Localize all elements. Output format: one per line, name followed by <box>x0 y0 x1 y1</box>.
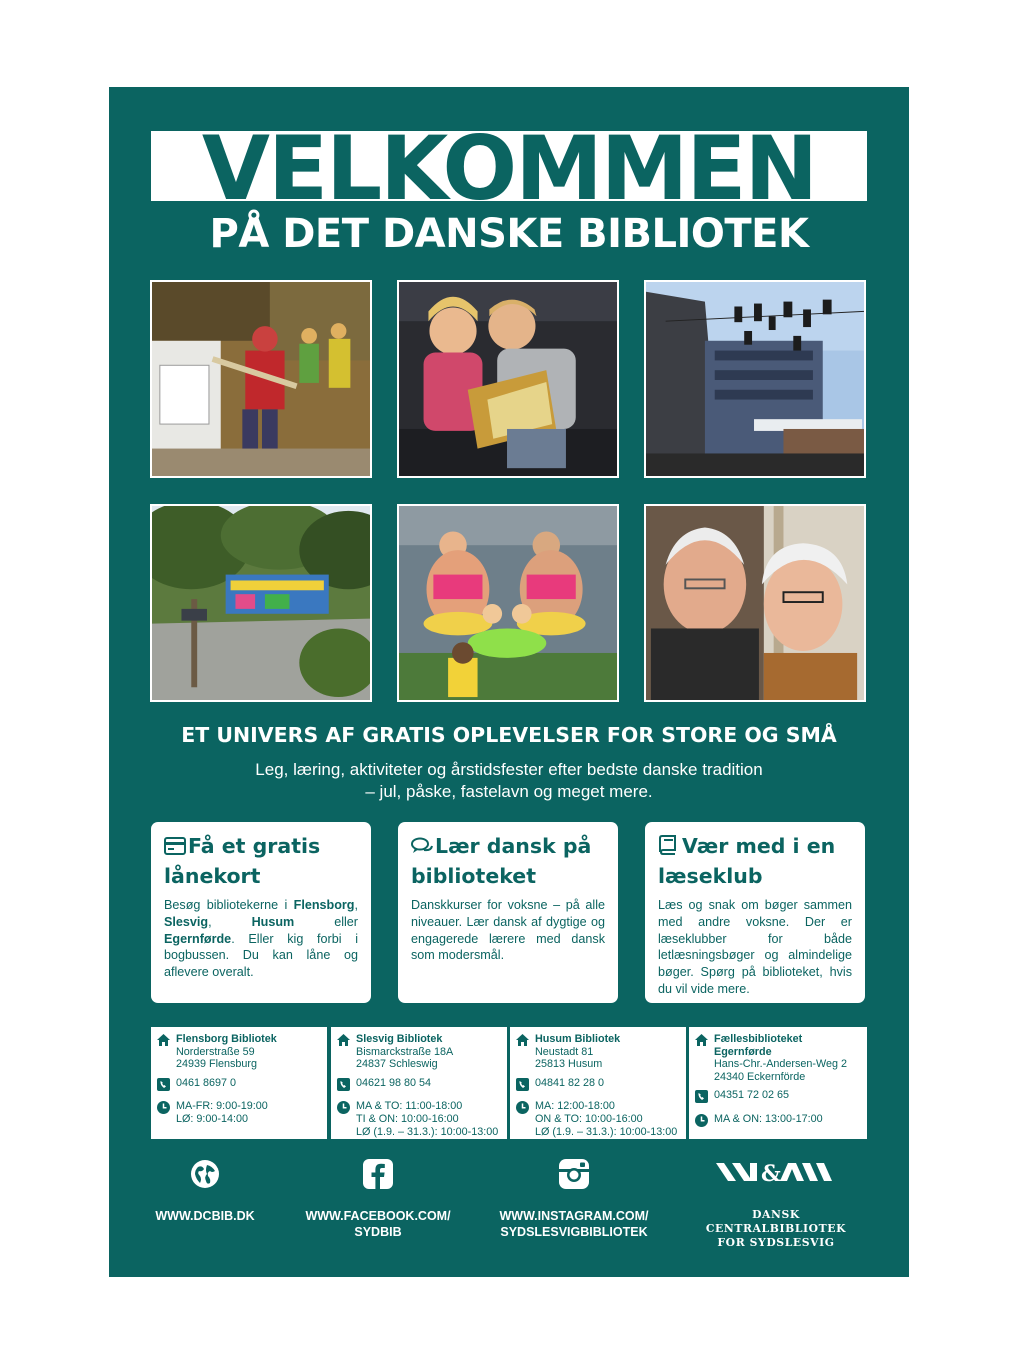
clock-icon <box>337 1100 356 1118</box>
book-icon <box>658 834 682 862</box>
footer-facebook[interactable]: WWW.FACEBOOK.COM/ SYDBIB <box>283 1159 473 1240</box>
title-subtitle: PÅ DET DANSKE BIBLIOTEK <box>209 211 809 257</box>
card-icon <box>164 834 188 862</box>
photo-library-building <box>644 280 866 478</box>
phone-icon <box>337 1077 356 1095</box>
card-learn-danish <box>398 822 618 1003</box>
poster <box>109 87 909 1277</box>
clock-icon <box>695 1113 714 1131</box>
instagram-icon <box>479 1159 669 1195</box>
photo-carnival-dancers <box>397 504 619 702</box>
card-text: Danskkurser for voksne – på alle niveauer. Lær dansk af dygtige og engagerede lærere med dansk som modersmål. <box>411 898 605 963</box>
photo-elderly-couple <box>644 504 866 702</box>
card-reading-club <box>645 822 865 1003</box>
title-main: VELKOMMEN <box>201 131 817 201</box>
card-title: Vær med i en læseklub <box>658 834 836 888</box>
library-egernfoerde: Fællesbiblioteket Egernførde Hans-Chr.-Andersen-Weg 2 24340 Eckernförde 04351 72 02 65 MA & ON: 13:00-17:00 <box>689 1027 867 1139</box>
photo-children-reading <box>397 280 619 478</box>
library-husum: Husum Bibliotek Neustadt 81 25813 Husum 04841 82 28 0 MA: 12:00-18:00 ON & TO: 10:00-16:00 LØ (1.9. – 31.3.): 10:00-13:00 <box>510 1027 686 1139</box>
footer-library-logo: & DANSK CENTRALBIBLIOTEK FOR SYDSLESVIG <box>681 1159 871 1250</box>
card-text: Læs og snak om bøger sammen med andre voksne. Der er læseklubber for både letlæsningsbøger og almindelige bøger. Spørg på biblioteket, hvis du vil vide mere. <box>658 898 852 996</box>
library-logo <box>681 1159 871 1195</box>
subline-line1: Leg, læring, aktiviteter og årstidsfester efter bedste danske tradition <box>255 760 763 779</box>
footer-instagram[interactable]: WWW.INSTAGRAM.COM/ SYDSLESVIGBIBLIOTEK <box>479 1159 669 1240</box>
photo-bookbus <box>150 504 372 702</box>
globe-icon <box>109 1159 301 1195</box>
home-icon <box>337 1033 356 1050</box>
phone-icon <box>516 1077 535 1095</box>
home-icon <box>695 1033 714 1050</box>
library-flensborg: Flensborg Bibliotek Norderstraße 59 24939 Flensburg 0461 8697 0 MA-FR: 9:00-19:00 LØ: 9:00-14:00 <box>151 1027 327 1139</box>
clock-icon <box>157 1100 176 1118</box>
chat-icon <box>411 834 435 862</box>
card-title: Få et gratis lånekort <box>164 834 321 888</box>
library-slesvig: Slesvig Bibliotek Bismarckstraße 18A 24837 Schleswig 04621 98 80 54 MA & TO: 11:00-18:00 TI & ON: 10:00-16:00 LØ (1.9. – 31.3.): 10:00-13:00 <box>331 1027 507 1139</box>
home-icon <box>157 1033 176 1050</box>
title-banner <box>151 131 867 201</box>
facebook-icon <box>283 1159 473 1195</box>
clock-icon <box>516 1100 535 1118</box>
card-text: Besøg bibliotekerne i Flensborg, Slesvig, Husum eller Egernførde. Eller kig forbi i bogbussen. Du kan låne og aflevere overalt. <box>164 898 358 980</box>
svg-text:&: & <box>761 1161 781 1185</box>
phone-icon <box>695 1089 714 1107</box>
home-icon <box>516 1033 535 1050</box>
footer-website[interactable]: WWW.DCBIB.DK <box>109 1159 301 1224</box>
subline <box>169 759 849 803</box>
card-title: Lær dansk på biblioteket <box>411 834 592 888</box>
subline-line2: – jul, påske, fastelavn og meget mere. <box>365 782 653 801</box>
headline: ET UNIVERS AF GRATIS OPLEVELSER FOR STORE OG SMÅ <box>181 723 837 747</box>
card-library-card <box>151 822 371 1003</box>
phone-icon <box>157 1077 176 1095</box>
photo-children-costumes <box>150 280 372 478</box>
